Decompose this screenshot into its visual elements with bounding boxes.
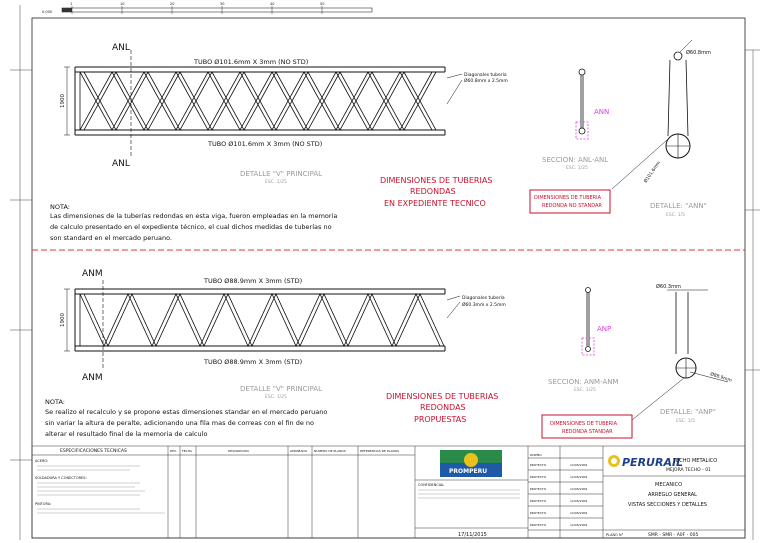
section-callout-label: ANN (594, 108, 610, 116)
project-title: TECHO METALICO (673, 458, 718, 464)
section-scale: ESC. 1/25 (574, 388, 596, 393)
scale-tick-label: 40 (270, 2, 275, 6)
note-line: de calculo presentado en el expediente técnico, el cual dichos medidas de tuberías no (50, 223, 332, 231)
note-line: alterar el resultado final de la memoria de calculo (45, 430, 208, 438)
role-date: 12/05/2009 (570, 487, 588, 491)
note-line: son standard en el mercado peruano. (50, 234, 173, 242)
height-dimension: 1900 (60, 94, 66, 108)
client-logo (440, 450, 502, 477)
rev-header: FECHA (182, 449, 193, 453)
detail-title: DETALLE "V" PRINCIPAL (240, 385, 323, 393)
issue-date: 17/11/2015 (458, 532, 487, 538)
scale-tick-label: 20 (170, 2, 175, 6)
company-logo (608, 455, 683, 469)
section-title: SECCION: ANL-ANL (542, 156, 609, 164)
callout-text: DIMENSIONES DE TUBERIA (534, 195, 602, 201)
role-label: PROYECTO (530, 523, 547, 527)
note-line: Las dimensiones de la tuberías redondas en esta viga, fueron empleadas en la memoria (50, 212, 338, 220)
heading-expediente: EN EXPEDIENTE TECNICO (384, 199, 486, 208)
section-mark-top: ANL (112, 43, 130, 53)
note-line: sin variar la altura de peralte, adicionando una fila mas de correas con el fin de no (45, 419, 315, 427)
confidential-label: CONFIDENCIAL (418, 483, 445, 487)
company-name: PERURAIL (622, 456, 684, 469)
height-dimension: 1900 (60, 313, 66, 327)
scale-tick-label: 1 (70, 2, 73, 6)
role-label: DISEÑO (530, 453, 542, 457)
pipe-dimension-rotated: Ø101.6mm (643, 160, 663, 185)
heading-dimensions: DIMENSIONES DE TUBERIAS (386, 392, 499, 401)
project-subtitle: MEJORA TECHO - 01 (666, 468, 711, 473)
pipe-dimension: Ø60.8mm (686, 50, 711, 56)
section-mark-bottom: ANM (82, 373, 103, 383)
detail-scale: ESC. 1/25 (265, 395, 287, 400)
pipe-dimension-rotated: Ø88.9mm (709, 372, 733, 384)
role-date: 12/05/2009 (570, 463, 588, 467)
client-logo-text: PROMPERU (449, 468, 488, 475)
detail-ann-title: DETALLE: "ANN" (650, 202, 707, 210)
lower-detail-anp (632, 290, 728, 420)
upper-section-view (576, 69, 588, 139)
scale-tick-label: 0.000 (42, 10, 53, 14)
upper-detail-ann (612, 40, 692, 189)
scale-bar (42, 2, 372, 14)
detail-anp-title: DETALLE: "ANP" (660, 408, 716, 416)
rev-header: REFERENCIAS DE PLANOS (360, 449, 399, 453)
tube-label-bottom: TUBO Ø101.6mm X 3mm (NO STD) (208, 140, 323, 148)
callout-text: REDONDA STANDAR (562, 429, 613, 435)
diagonal-note: Diagonales tubería (462, 296, 505, 301)
pipe-dimension: Ø60.3mm (656, 284, 681, 290)
note-title: NOTA: (45, 398, 65, 406)
section-callout-label: ANP (597, 325, 612, 333)
detail-ann-scale: ESC. 1/5 (666, 213, 685, 218)
role-label: PROYECTO (530, 511, 547, 515)
spec-acero: ACERO: (35, 459, 49, 463)
section-mark-bottom: ANL (112, 159, 130, 169)
spec-title: ESPECIFICACIONES TECNICAS (60, 449, 127, 454)
lower-truss (64, 280, 460, 368)
tube-label-top: TUBO Ø88.9mm X 3mm (STD) (204, 277, 303, 285)
heading-round: REDONDAS (420, 403, 466, 412)
spec-soldadura: SOLDADURA Y CONECTORES: (35, 476, 87, 480)
note-title: NOTA: (50, 203, 70, 211)
drawing-type: ARREGLO GENERAL (648, 492, 697, 498)
scale-tick-label: 30 (220, 2, 225, 6)
diagonal-note: Ø60.8mm x 2.5mm (464, 79, 508, 84)
rev-header: REV. (170, 449, 177, 453)
plan-label: PLANO N° (606, 533, 624, 537)
tube-label-bottom: TUBO Ø88.9mm X 3mm (STD) (204, 358, 303, 366)
role-date: 12/05/2009 (570, 523, 588, 527)
plan-number: SMR - SMR - A0F - 005 (648, 533, 699, 538)
heading-proposed: PROPUESTAS (414, 415, 467, 424)
note-line: Se realizo el recalculo y se propone estas dimensiones standar en el mercado peruano (45, 408, 328, 416)
callout-text: DIMENSIONES DE TUBERIA (550, 421, 618, 427)
scale-tick-label: 10 (120, 2, 125, 6)
tube-label-top: TUBO Ø101.6mm X 3mm (NO STD) (194, 58, 309, 66)
detail-title: DETALLE "V" PRINCIPAL (240, 170, 323, 178)
role-date: 12/05/2009 (570, 511, 588, 515)
section-scale: ESC. 1/25 (566, 166, 588, 171)
role-label: PROYECTO (530, 499, 547, 503)
drawing-title: VISTAS SECCIONES Y DETALLES (628, 502, 707, 508)
diagonal-note: Diagonales tubería (464, 73, 507, 78)
callout-box (530, 190, 610, 213)
rev-header: NUMERO DE PLANOS (314, 449, 346, 453)
role-label: PROYECTO (530, 475, 547, 479)
role-date: 12/05/2009 (570, 499, 588, 503)
role-date: 12/05/2009 (570, 475, 588, 479)
diagonal-note: Ø60.3mm x 2.5mm (462, 303, 506, 308)
section-title: SECCION: ANM-ANM (548, 378, 619, 386)
heading-round: REDONDAS (410, 187, 456, 196)
heading-dimensions: DIMENSIONES DE TUBERIAS (380, 176, 493, 185)
detail-scale: ESC. 1/25 (265, 180, 287, 185)
lower-section-view (582, 288, 594, 356)
scale-tick-label: 50 (320, 2, 325, 6)
section-mark-top: ANM (82, 269, 103, 279)
rev-header: DESCRIPCION (228, 449, 249, 453)
callout-text: REDONDA NO STANDAR (542, 203, 602, 209)
role-label: PROYECTO (530, 463, 547, 467)
detail-anp-scale: ESC. 1/5 (676, 419, 695, 424)
discipline: MECANICO (655, 482, 683, 488)
rev-header: APROBADO (290, 449, 308, 453)
role-label: PROYECTO (530, 487, 547, 491)
spec-pintura: PINTURA: (35, 502, 52, 506)
